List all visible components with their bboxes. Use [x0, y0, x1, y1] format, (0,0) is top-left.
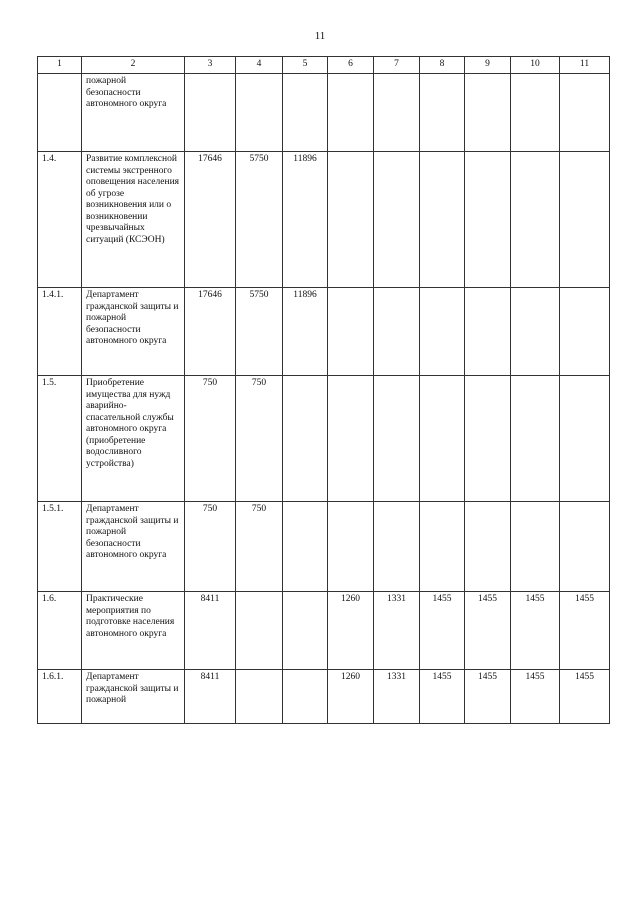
row-code: 1.4.1.: [38, 288, 82, 376]
row-value: [465, 288, 511, 376]
row-value: 1455: [560, 592, 610, 670]
column-header: 7: [374, 57, 420, 74]
column-header: 11: [560, 57, 610, 74]
row-value: [511, 152, 560, 288]
row-code: 1.6.1.: [38, 670, 82, 724]
row-value: [328, 288, 374, 376]
row-value: [560, 288, 610, 376]
row-value: 17646: [185, 152, 236, 288]
row-value: 1455: [465, 592, 511, 670]
row-value: [283, 592, 328, 670]
row-value: [283, 502, 328, 592]
row-value: [560, 376, 610, 502]
table-row: [38, 502, 610, 592]
row-value: 750: [185, 376, 236, 502]
row-value: [420, 288, 465, 376]
row-name: Приобретение имущества для нужд аварийно-спасательной службы автономного округа (приобретение водосливного устройства): [82, 376, 185, 502]
row-value: 750: [236, 376, 283, 502]
row-name: Департамент гражданской защиты и пожарной безопасности автономного округа: [82, 288, 185, 376]
row-value: 1331: [374, 670, 420, 724]
column-header: 3: [185, 57, 236, 74]
row-name: Развитие комплексной системы экстренного оповещения населения об угрозе возникновения или о возникновении чрезвычайных ситуаций (КСЭОН): [82, 152, 185, 288]
row-value: 11896: [283, 288, 328, 376]
row-value: [328, 152, 374, 288]
column-header: 4: [236, 57, 283, 74]
row-name: Департамент гражданской защиты и пожарной безопасности автономного округа: [82, 502, 185, 592]
table-row: [38, 288, 610, 376]
row-value: 1331: [374, 592, 420, 670]
row-value: [560, 502, 610, 592]
row-value: 1455: [560, 670, 610, 724]
row-code: [38, 74, 82, 152]
row-value: [374, 74, 420, 152]
row-value: [374, 376, 420, 502]
row-value: [560, 74, 610, 152]
row-value: [420, 74, 465, 152]
row-value: [511, 74, 560, 152]
table-row: [38, 376, 610, 502]
row-value: [511, 376, 560, 502]
row-value: [236, 74, 283, 152]
row-value: 5750: [236, 152, 283, 288]
row-value: [420, 502, 465, 592]
row-value: [511, 288, 560, 376]
row-value: 11896: [283, 152, 328, 288]
column-header: 2: [82, 57, 185, 74]
row-value: 750: [236, 502, 283, 592]
row-value: [465, 376, 511, 502]
row-value: [185, 74, 236, 152]
row-name: Практические мероприятия по подготовке населения автономного округа: [82, 592, 185, 670]
table-row: [38, 592, 610, 670]
row-value: [328, 376, 374, 502]
row-value: 5750: [236, 288, 283, 376]
column-header: 6: [328, 57, 374, 74]
row-value: 1455: [511, 670, 560, 724]
row-value: 8411: [185, 592, 236, 670]
row-value: [328, 74, 374, 152]
table-row: [38, 670, 610, 724]
row-value: 1260: [328, 592, 374, 670]
row-name: пожарной безопасности автономного округа: [82, 74, 185, 152]
column-header: 10: [511, 57, 560, 74]
row-value: 1455: [420, 670, 465, 724]
row-value: 750: [185, 502, 236, 592]
row-value: [465, 74, 511, 152]
row-value: [560, 152, 610, 288]
row-code: 1.5.1.: [38, 502, 82, 592]
header-row: [38, 57, 610, 74]
row-value: [465, 502, 511, 592]
row-value: [374, 502, 420, 592]
column-header: 8: [420, 57, 465, 74]
row-value: [465, 152, 511, 288]
row-value: [236, 592, 283, 670]
row-value: 8411: [185, 670, 236, 724]
row-value: [283, 670, 328, 724]
row-value: [420, 376, 465, 502]
column-header: 9: [465, 57, 511, 74]
row-code: 1.5.: [38, 376, 82, 502]
row-value: 1455: [420, 592, 465, 670]
table-row: [38, 152, 610, 288]
row-value: 1260: [328, 670, 374, 724]
row-value: 1455: [511, 592, 560, 670]
row-value: 1455: [465, 670, 511, 724]
row-value: 17646: [185, 288, 236, 376]
row-code: 1.6.: [38, 592, 82, 670]
row-name: Департамент гражданской защиты и пожарной: [82, 670, 185, 724]
row-value: [283, 74, 328, 152]
column-header: 1: [38, 57, 82, 74]
row-value: [374, 288, 420, 376]
row-value: [511, 502, 560, 592]
row-code: 1.4.: [38, 152, 82, 288]
row-value: [420, 152, 465, 288]
page-number: 11: [314, 30, 326, 42]
table-row: [38, 74, 610, 152]
column-header: 5: [283, 57, 328, 74]
row-value: [374, 152, 420, 288]
row-value: [236, 670, 283, 724]
row-value: [328, 502, 374, 592]
row-value: [283, 376, 328, 502]
budget-table: [37, 56, 610, 724]
